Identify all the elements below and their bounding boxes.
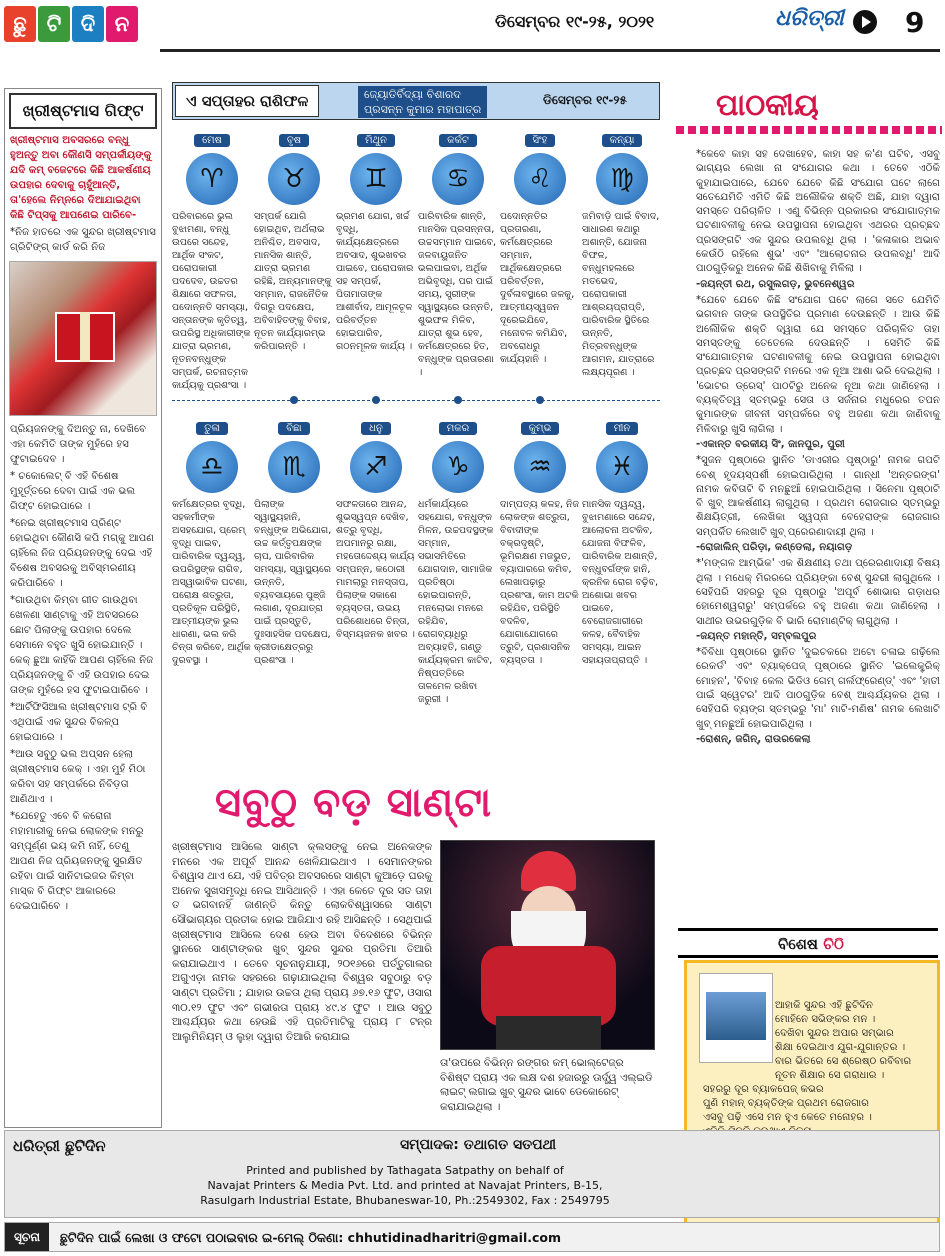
zodiac-symbol-icon: ♌ <box>514 153 566 205</box>
gift-tip: * ଚକୋଲେଟ୍ ବି ଏହି ବିଶେଷ ମୁହୂର୍ତ୍ତରେ ଦେବା ପାଇଁ ଏକ ଭଲ ଗିଫ୍ଟ ହୋଇପାରେ । <box>10 471 136 512</box>
poem-line: ଆହାକି ସୁନ୍ଦର ଏହି ଛୁଟିଦିନ <box>775 1000 874 1011</box>
astrologer-credit <box>358 86 487 118</box>
print-line-3: Rasulgarh Industrial Estate, Bhubaneswar-10, Ph.:2549302, Fax : 2549795 <box>200 1194 610 1207</box>
zodiac-sign <box>582 416 662 493</box>
zodiac-prediction: ଭ୍ରମଣ ଯୋଗ, ଖର୍ଚ୍ଚ ବୃଦ୍ଧି, କାର୍ଯ୍ୟକ୍ଷେତ୍ରରେ ଅବସାଦ, ଶୁଭଖବର ପାଇବେ, ପରୋପକାର ସହ ସମ୍ପର୍କ, ପିତାମାତାଙ୍କ ଆଶୀର୍ବାଦ, ଆମୂଳଚୂଳ ପରିବର୍ତ୍ତନ ହୋଇପାରିବ, ଗଠନମୂଳକ କାର୍ଯ୍ୟ । <box>336 211 414 352</box>
santa-body-icon <box>481 946 616 1026</box>
poem-line: ଦେଖିବା ସୁନ୍ଦର ଅପାର ସମ୍ଭାର <box>775 1028 894 1039</box>
zodiac-name: ମେଷ <box>194 134 230 147</box>
special-letter-label <box>778 935 844 953</box>
letters-column <box>676 82 942 882</box>
horoscope-divider <box>172 400 660 401</box>
letter-text: *ସୁଜନ ପୃଷ୍ଠାରେ ସ୍ଥାନିତ 'ଡାଏରୀର ପୃଷ୍ଠାରୁ' ନାମକ ଗପଟି ବେଶ୍ ହୃଦୟସ୍ପର୍ଶୀ ହୋଇପାରିଥିଲା । ଗାନ୍ଧୀ 'ଅନ୍ତରଙ୍ଗ' ନାମକ କବିତାଟି ବି ମନଛୁଆଁ ହୋଇପାରିଥିଲା । ସିନେମା ପୃଷ୍ଠାଟି ବି ଖୁବ୍ ଆକର୍ଷଣୀୟ ଲାଗୁଥିଲା । ପ୍ରଥମ ରୋଜଗାର ସ୍ତମ୍ଭରୁ ଶିକ୍ଷୟିତ୍ରୀ, ଲେଖିକା ସ୍ୱପ୍ନା ବେହେରାଙ୍କ ରୋଜଗାର ସମ୍ପର୍କିତ ଲେଖାଟି ଖୁବ୍ ପ୍ରେରଣାଦାୟୀ ଥିଲା । <box>696 455 940 538</box>
gift-title: ଖ୍ରୀଷ୍ଟମାସ ଗିଫ୍ଟ <box>9 93 157 129</box>
zodiac-sign <box>336 416 416 493</box>
zodiac-sign <box>500 128 580 205</box>
zodiac-symbol-icon: ♉ <box>268 153 320 205</box>
gift-intro: ଖ୍ରୀଷ୍ଟମାସ ଅବସରରେ ବନ୍ଧୁ ହୁଅନ୍ତୁ ଅବା କୌଣସି ସମ୍ପର୍କୀୟଙ୍କୁ ଯଦି କମ୍ ବଜେଟରେ କିଛି ଆକର୍ଷଣୀୟ ଉପହାର ଦେବାକୁ ଚାହୁଁଆନ୍ତି, ତା'ହେଲେ ନିମ୍ନରେ ଦିଆଯାଇଥିବା କିଛି ଟିପ୍ସକୁ ଆପଣେଇ ପାରିବେ- <box>10 135 152 221</box>
zodiac-name: ମକର <box>439 422 477 435</box>
brand-name: ଧରିତ୍ରୀ <box>775 6 844 31</box>
letters-rule <box>676 126 942 134</box>
logo-tile: ଦି <box>72 6 104 42</box>
notice-bar <box>4 1222 940 1252</box>
zodiac-name: ସିଂହ <box>525 134 556 147</box>
zodiac-name: ବିଛା <box>278 422 309 435</box>
zodiac-sign <box>254 416 334 493</box>
zodiac-name: ଧନୁ <box>361 422 391 435</box>
zodiac-name: ତୁଳା <box>196 422 228 435</box>
paper-name: ଧରିତ୍ରୀ ଛୁଟିଦିନ <box>13 1137 106 1155</box>
letter-signature: -ଜୟନ୍ତୀ ରଥ, ରସୁଲଗଡ଼, ଭୁବନେଶ୍ୱର <box>696 278 855 290</box>
santa-article-continued: ତା'ଉପରେ ବିଭିନ୍ନ ରଙ୍ଗର କମ୍ ଭୋଲ୍ଟେଜ୍ର ବିଶିଷ୍ଟ ପ୍ରାୟ ଏକ ଲକ୍ଷ ଦଶ ହଜାରରୁ ଊର୍ଦ୍ଧ୍ୱ ଏଲ୍ଇଡି ଲାଇଟ୍ ଲଗାଇ ଖୁବ୍ ସୁନ୍ଦର ଭାବେ ଡେକୋରେଟ୍ କରାଯାଇଥିଲା । <box>440 1057 653 1113</box>
zodiac-sign <box>254 128 334 205</box>
zodiac-symbol-icon: ♒ <box>514 441 566 493</box>
zodiac-symbol-icon: ♈ <box>186 153 238 205</box>
zodiac-sign <box>172 416 252 493</box>
special-label-a: ବିଶେଷ <box>778 935 818 953</box>
logo-tile: ଟି <box>38 6 70 42</box>
letter-text: *'ମଙ୍ଗଳ ଆମ୍ଭିକ' ଏକ ଶିକ୍ଷଣୀୟ ତଥା ପ୍ରେରଣାଦାୟୀ ବିଷୟ ଥିଲା । ମଧେକ୍ ମିରରରେ ପ୍ରିୟଙ୍କା ବେଶ୍ ସୁନ୍ଦରୀ ଲାଗୁଥିଲେ । ସେହିପରି ସହରରୁ ଦୂର ପୃଷ୍ଠାରୁ 'ଅପୂର୍ବ ଶୋଭାର ଗଡ଼ାଧର ହୋମେଶ୍ୱରାରୁ' ସମ୍ପର୍କରେ ବହୁ ଅଜଣା କଥା ଜାଣିହେଲା । ସାଥୀର ଉଭରଗୁଡ଼ିକ ବି ଭାରି ରୋମାଣ୍ଟିକ୍ ଲାଗୁଥିଲା । <box>696 558 940 627</box>
poem-line: ନୂତନ ଶିକ୍ଷାର ସେ ଗରାଧାର । <box>775 1070 885 1081</box>
zodiac-symbol-icon: ♏ <box>268 441 320 493</box>
zodiac-name: କୁମ୍ଭ <box>521 422 560 435</box>
christmas-gift-column <box>4 88 162 1128</box>
horoscope-title: ଏ ସପ୍ତାହର ରାଶିଫଳ <box>175 85 319 117</box>
horoscope-header <box>172 82 660 120</box>
letters-list <box>696 148 940 749</box>
gift-tip: *ନେଇ ଖ୍ରୀଷ୍ଟମାସ ପ୍ରିଣ୍ଟ ହୋଇଥିବା କୌଣସି କପି ମଗ୍‌କୁ ଆପଣ ଚାହିଁଲେ ନିଜ ପ୍ରିୟଜନଙ୍କୁ ଦେଇ ଏହି ବିଶେଷ ଅବସରକୁ ଅବିସ୍ମରଣୀୟ କରିପାରିବେ । <box>10 518 155 589</box>
zodiac-name: ମୀନ <box>606 422 639 435</box>
astrologer-name: ପ୍ରସନ୍ନ କୁମାର ମହାପାତ୍ର <box>364 103 482 116</box>
zodiac-prediction: ମାନସିକ ଦ୍ୱନ୍ଦ୍ୱ, ବୁଝାମଣାରେ ସନ୍ଦେହ, ଆଲୋଚନା ଅଟକିବ, ଯୋଜନା ବିଫଳିବ, ପାରିବାରିକ ଅଶାନ୍ତି, ବନ୍ଧୁବର୍ଗଙ୍କ ହାନି, କ୍ରନିକ ରୋଗ ବଢ଼ିବ, ଅଶୋଭା ଖବର ପାଇବେ, ବେରୋଜଗାରୀରେ କଳହ, ବୈବାହିକ ସମସ୍ୟା, ଆଇନ ସହାୟତାପ୍ରାପ୍ତି । <box>582 499 658 666</box>
notice-key: ସୂଚନା <box>5 1223 49 1251</box>
gift-tip: *ଗାଉଥିବା କିମ୍ବା ଗୀତ ଗାଉଥିବା ଖେଳଣା ସାଣ୍ଟାକୁ ଏହି ଅବସରରେ ଛୋଟ ପିଲାଙ୍କୁ ଉପହାର ଦେଲେ ସେମାନେ ବହୁତ ଖୁସି ହୋଇଯାନ୍ତି । କେକ୍ ଛୁଆ କାହିଁକି ଆପଣ ଚାହିଁଲେ ନିଜ ପ୍ରିୟଜନଙ୍କୁ ବି ଏହି ଉପହାର ଦେଇ ତାଙ୍କ ମୁହଁରେ ହସ ଫୁଟାଇପାରିବେ । <box>10 595 154 696</box>
imprint-footer <box>4 1130 940 1218</box>
gift-tip: *ଆର୍ଟିଫିସିଆଲ ଖ୍ରୀଷ୍ଟମାସ ଟ୍ରି ବି ଏଥିପାଇଁ ଏକ ସୁନ୍ଦର ବିକଳ୍ପ ହୋଇପାରେ । <box>10 702 148 743</box>
editor-credit: ସମ୍ପାଦକ: ତଥାଗତ ସତପଥୀ <box>400 1137 557 1153</box>
zodiac-name: କର୍କଟ <box>439 134 477 147</box>
zodiac-symbol-icon: ♍ <box>596 153 648 205</box>
issue-date: ଡିସେମ୍ବର ୧୯-୨୫, ୨୦୨୧ <box>495 12 655 31</box>
zodiac-prediction: ପଦୋନ୍ନତିର ପ୍ରତାରଣା, କର୍ମକ୍ଷେତ୍ରରେ ସମ୍ମାନ, ଆର୍ଥିକକ୍ଷେତ୍ରରେ ପରିବର୍ତ୍ତନ, ଦୁର୍ବଳାବସ୍ଥାରେ ଜଳକୁ, ଆତ୍ମୀୟସ୍ୱଜନ ଦୂରେଇଯିବେ, ମନୋବଳ କମିଯିବ, ଅବରୋଧରୁ କାର୍ଯ୍ୟହାନି । <box>500 211 575 365</box>
page-number: 9 <box>905 6 925 39</box>
horoscope-date: ଡିସେମ୍ବର ୧୯-୨୫ <box>543 93 627 107</box>
zodiac-prediction: ଧର୍ମକାର୍ଯ୍ୟରେ ସହଯୋଗ, ବନ୍ଧୁଙ୍କ ମିଳନ, ଉଚ୍ଚପଦସ୍ଥଙ୍କ ସମ୍ମାନ, ସଭାସମିତିରେ ଯୋଗଦାନ, ସାମାଜିକ ପ୍ରତିଷ୍ଠା ହୋଇପାରନ୍ତି, ମନଲୋଭା ମନରେ ରହିଯିବ, ରୋଗବ୍ୟାଧିରୁ ଅବ୍ୟାହତି, ଗଣ୍ଡୁ କାର୍ଯ୍ୟକ୍ରମ କାଟିବ, ନିଷ୍ପତ୍ତିରେ ତାଳମେଳ ରଖିବା ଜରୁରୀ । <box>418 499 494 705</box>
zodiac-prediction: ଜମିବାଡ଼ି ପାଇଁ ବିବାଦ, ସାଧାରଣ କଥାରୁ ଅଶାନ୍ତି, ଯୋଜନା ବିଫଳ, ବନ୍ଧୁମହଲରେ ମତଭେଦ, ପରୋପକାରୀ ଆଶ୍ରୟପ୍ରାପ୍ତି, ପାରିବାରିକ ସ୍ଥିତିରେ ଉନ୍ନତି, ମିତ୍ରବନ୍ଧୁଙ୍କ ଆଗମନ, ଯାତ୍ରାରେ ଲକ୍ଷ୍ୟପୂରଣ । <box>582 211 660 378</box>
zodiac-sign <box>336 128 416 205</box>
letter-text: *କେବେ କାହା ସହ ଦେଖାହେବ, କାହା ସହ କ'ଣ ଘଟିବ, ଏସବୁ ଭାଗ୍ୟର ଲେଖା ନା ସଂଯୋଗର କଥା । ତେବେ ଏଠିକି କୁହାଯାଇପାରେ, ଯେବେ ଯେବେ କିଛି ସଂଯୋଗ ଘଟେ ଲାଗେ ସତେଯେମିତି ଏମିତି କିଛି ଅଲୌକିକ ଶକ୍ତି ଅଛି, ଯାହା ଦ୍ୱାରା ସମସ୍ତେ ପରିଚାଳିତ । ଏଣୁ ବିଭିନ୍ନ ପ୍ରକାରର ସଂଯୋଗାତ୍ମକ ଘଟଣାବଳୀକୁ ନେଇ ଉପସ୍ଥାପନା ହୋଇଥିବା ଏଥରର ପ୍ରଚ୍ଛଦ ପ୍ରସଙ୍ଗଟି ଏକ ସୁନ୍ଦର ଉପଲବ୍ଧି ଥିଲା । 'କଳାକାର ଅଭାବ କେଉଁଠି ରହିଲେ ଶୁଭ' ଏବଂ 'ଆଲୋଚନାର ଉପଲବ୍ଧି' ଆଦି ପାଠଗୁଡ଼ିକରୁ ଅନେକ କିଛି ଶିଖିବାକୁ ମିଳିଲା । <box>696 149 940 275</box>
zodiac-sign <box>418 416 498 493</box>
zodiac-prediction: ସଫଳତାରେ ଆନନ୍ଦ, ଶୁଭସ୍ୱପ୍ନ ଦେଖିବ, ଶତ୍ରୁ ବୃଦ୍ଧି, ଅପମାନରୁ ରକ୍ଷା, ମହତୋଦ୍ଦେଶ୍ୟ କାର୍ଯ୍ୟ ସମ୍ପନ୍ନ, କଠୋରୀ ମାମଲାରୁ ମନସ୍ତାପ, ପିଲାଙ୍କ ସକାଶେ ବ୍ୟସ୍ତତା, ଉଭୟ ପରିଶୋଧରେ ଚିନ୍ତା, ବିସ୍ମୟଜନକ ଖବର । <box>336 499 415 640</box>
poem-line: ଶିକ୍ଷା ଦେଇଥାଏ ଯୁଗ-ଯୁଗାନ୍ତର । <box>775 1042 906 1053</box>
letter-signature: -ଜୟନ୍ତ ମହାନ୍ତି, ସମ୍ବଲପୁର <box>696 630 817 642</box>
zodiac-prediction: ପରିବାରରେ ଭୁଲ ବୁଝାମଣା, ବନ୍ଧୁ ଉପରେ ସନ୍ଦେହ, ଆର୍ଥିକ ସଂକଟ, ପରୋପକାରୀ ପଦଦେବ, ଉଚ୍ଚତର ଶିକ୍ଷାରେ ସଫଳତା, ପଦୋନ୍ନତି ସମସ୍ୟା, ସନ୍ତାନଙ୍କ କୃତିତ୍ୱ, ଉପରିସ୍ଥ ଅଧିକାରୀଙ୍କ ଯାତ୍ରା ଭ୍ରମଣ, ନୂତନବନ୍ଧୁଙ୍କ ସମ୍ପର୍କ, ରଚନାତ୍ମକ କାର୍ଯ୍ୟକୁ ପ୍ରଶଂସା । <box>172 211 251 391</box>
notice-email[interactable]: ଛୁଟିଦିନ ପାଇଁ ଲେଖା ଓ ଫଟୋ ପଠାଇବାର ଇ-ମେଲ୍ ଠିକଣା: chhutidinadharitri@gmail.com <box>60 1230 562 1245</box>
letter-signature: -ଏକାନ୍ତ ବରକୀୟ ସିଂ, ଜାନପୁର, ପୁରୀ <box>696 438 845 450</box>
letters-title: ପାଠକୀୟ <box>716 88 819 123</box>
zodiac-symbol-icon: ♋ <box>432 153 484 205</box>
zodiac-name: ମିଥୁନ <box>357 134 395 147</box>
astrologer-title: ଜ୍ୟୋତିର୍ବିଦ୍ୟା ବିଶାରଦ <box>364 88 461 101</box>
masthead-logo <box>4 6 140 42</box>
zodiac-prediction: କର୍ମକ୍ଷେତ୍ରର ବୃଦ୍ଧି, ସହକର୍ମୀଙ୍କ ଅସହଯୋଗ, ପ୍ରେମ୍ ବୃଦ୍ଧି ପାଇବ, ପାରିବାରିକ ଦ୍ୱନ୍ଦ୍ୱ, ଉପରିସ୍ଥଙ୍କ ରାଗିବ, ଅସ୍ୱାଭାବିକ ଘଟଣା, ପରୋକ୍ଷ ଶତ୍ରୁତା, ପ୍ରତିକୂଳ ପରିସ୍ଥିତି, ଆତ୍ମୀୟଙ୍କ ଭୁଲ ଧାରଣା, ଭଲ କରି ଚିନ୍ତା କରିବେ, ଆର୍ଥିକ ଦୁରବସ୍ଥା । <box>172 499 251 666</box>
gift-tip: ପ୍ରିୟଜନଙ୍କୁ ଦିଅନ୍ତୁ ନା, ଦେଖିବେ ଏହା କେମିତି ତାଙ୍କ ମୁହଁରେ ହସ ଫୁଟାଇଦେବ । <box>10 424 147 465</box>
zodiac-sign <box>582 128 662 205</box>
special-letter-bar <box>678 928 938 958</box>
poem-line: ଏସବୁ ପଢ଼ି ଏସେ ମନ ହୁଏ କେତେ ମନୋହର । <box>703 1112 872 1123</box>
logo-tile: ଛୁ <box>4 6 36 42</box>
gift-tip: *ଯେହେତୁ ଏବେ ବି କରୋନା ମହାମାରୀକୁ ନେଇ ଲୋକଙ୍କ ମନରୁ ସମ୍ପୂର୍ଣ୍ଣ ଭୟ କମି ନାହିଁ, ତେଣୁ ଆପଣ ନିଜ ପ୍ରିୟଜନଙ୍କୁ ସୁରକ୍ଷିତ ରହିବା ପାଇଁ ସାନିଟାଇଜର କିମ୍ବା ମାସ୍କ ବି ଗିଫ୍ଟ ଆକାରରେ ଦେଇପାରିବେ । <box>10 811 144 912</box>
zodiac-sign <box>500 416 580 493</box>
santa-article-body: ଖ୍ରୀଷ୍ଟମାସ ଆସିଲେ ସାଣ୍ଟା କ୍ଲସଙ୍କୁ ନେଇ ଅନେକଙ୍କ ମନରେ ଏକ ଅପୂର୍ବ ଆନନ୍ଦ ଖେଳିଯାଇଥାଏ । ସେମାନଙ୍କର ବିଶ୍ୱାସ ଥାଏ ଯେ, ଏହି ପବିତ୍ର ଅବସରରେ ସାଣ୍ଟା କୁଆଡ଼େ ଘରକୁ ଅନେକ ସୁଖସମୃଦ୍ଧି ନେଇ ଆସିଥାନ୍ତି । ଏହା କେତେ ଦୂର ସତ ତାହା ତ ଭଗବାନହିଁ ଜାଣନ୍ତି କିନ୍ତୁ ଲୋକବିଶ୍ୱାସରେ ସାଣ୍ଟା ସୌଭାଗ୍ୟର ପ୍ରତୀକ ହୋଇ ଆଜିଯାଏ ରହି ଆସିଛନ୍ତି । ସେଥିପାଇଁ ଖ୍ରୀଷ୍ଟମାସ ଆସିଲେ ଦେଶ ହେଉ ଅବା ବିଦେଶରେ ବିଭିନ୍ନ ସ୍ଥାନରେ ସାଣ୍ଟାଙ୍କର ଖୁବ୍ ସୁନ୍ଦର ସୁନ୍ଦର ପ୍ରତିମା ତିଆରି କରାଯାଇଥାଏ । ତେବେ ସୂଚନାନୁଯାୟୀ, ୨୦୧୬ରେ ପର୍ତ୍ତୁଗାଲର ଅଗୁଏଡ଼ା ନାମକ ସହରରେ ଗଢ଼ାଯାଇଥିଲା ବିଶ୍ୱର ସବୁଠାରୁ ବଡ଼ ସାଣ୍ଟା ପ୍ରତିମା ; ଯାହାର ଉଚ୍ଚତା ଥିଲା ପ୍ରାୟ ୬୭.୧୬ ଫୁଟ, ଓସାରା ୩୦.୧୨ ଫୁଟ ଏବଂ ଗଭୀରତା ପ୍ରାୟ ୪୯.୪ ଫୁଟ । ଆଉ ସବୁଠୁ ଆଶ୍ଚର୍ଯ୍ୟର କଥା ହେଉଛି ଏହି ପ୍ରତିମାଟିକୁ ପ୍ରାୟ ୮ ଟନ୍ର ଆଲୁମିନିୟମ୍ ଓ ଲୁହା ଦ୍ୱାରା ତିଆରି କରାଯାଇ <box>172 841 432 1043</box>
zodiac-prediction: ପିଲାଙ୍କ ସ୍ୱାସ୍ଥ୍ୟହାନି, ବନ୍ଧୁଙ୍କ ଅଭିଯୋଗ, ଉଚ୍ଚ କର୍ତ୍ତୃପକ୍ଷଙ୍କ ଚାପ, ପାରିବାରିକ ସମସ୍ୟା, ସ୍ୱାସ୍ଥ୍ୟରେ ଉନ୍ନତି, ବ୍ୟବସାୟରେ ପୁଞ୍ଜି ଲଗାଣ, ଦୂରଯାତ୍ରା ପାଇଁ ପ୍ରସ୍ତୁତି, ଦୁଃସାହସିକ ପଦକ୍ଷେପ, କ୍ରୀଡାକ୍ଷେତ୍ରରୁ ପ୍ରଶଂସା । <box>254 499 332 666</box>
zodiac-prediction: ଦାମ୍ପତ୍ୟ କଳହ, ନିଜ ଲୋକଙ୍କ ଶତ୍ରୁତା, ବିବାଦୀଙ୍କ ବକ୍ରଦୃଷ୍ଟି, ଭୂମିରକ୍ଷଣ ମଜଭୁତ, ବ୍ୟାପାରରେ କମିବ, ଲେଖାପଢ଼ାରୁ ପ୍ରଶଂସା, କାମ ଅଟକି ରହିଯିବ, ପରିସ୍ଥିତି ବଦଳିବ, ଯୋଗାଯୋଗରେ ତ୍ରୁଟି, ପ୍ରଶାସନିକ ବ୍ୟସ୍ତତା । <box>500 499 580 666</box>
logo-tile: ନ <box>106 6 138 42</box>
print-line-2: Navajat Printers & Media Pvt. Ltd. and printed at Navajat Printers, B-15, <box>207 1179 603 1192</box>
horoscope-section <box>172 82 660 802</box>
print-line-1: Printed and published by Tathagata Satpathy on behalf of <box>246 1164 564 1177</box>
zodiac-prediction: ସମ୍ପର୍କ ଯୋଗି ହୋଇଥିବ, ଅର୍ଥଲାଭ ଅନିଶ୍ଚିତ, ଅବସାଦ, ମାନସିକ ଶାନ୍ତି, ଯାତ୍ରା ଭ୍ରମଣ ରହିଛି, ଅନ୍ୟମାନଙ୍କୁ ସମ୍ମାନ, ରାଜନୈତିକ ଦିଗରୁ ପଦକ୍ଷେପ, ଅବିବାହିତଙ୍କୁ ବିବାହ, ନୂତନ କାର୍ଯ୍ୟାରମ୍ଭ କରିପାରନ୍ତି । <box>254 211 332 352</box>
print-line <box>145 1163 665 1208</box>
zodiac-symbol-icon: ♐ <box>350 441 402 493</box>
letter-text: *ଯେବେ ଯେବେ କିଛି ସଂଯୋଗ ଘଟେ ଲାଗେ ସତେ ଯେମିତି ଭଗବାନ ତାଙ୍କ ଉପସ୍ଥିତିର ପ୍ରମାଣ ଦେଉଛନ୍ତି । ଆଉ କିଛି ଅଲୌକିକ ଶକ୍ତି ଦ୍ୱାରା ଯେ ସମସ୍ତେ ପରିଚାଳିତ ତାହା ସମସ୍ତଙ୍କୁ ତେତେଲେ ଦେଉଛନ୍ତି । ସେମିତି କିଛି ସଂଯୋଗାତ୍ମକ ଘଟଣାବଳୀକୁ ନେଇ ଉପସ୍ଥାପନା ହୋଇଥିବା ପ୍ରଚ୍ଛଦ ପ୍ରସଙ୍ଗଟି ମନରେ ଏକ ନୂଆ ଆଶା ଭରି ଦେଇଥିଲା । 'ଭୋଟର ଡ୍ରେସ୍' ପାଠଟିରୁ ଅନେକ ନୂଆ କଥା ଜାଣିହେଲା । ବ୍ୟକ୍ତିତ୍ୱ ସ୍ତମ୍ଭରୁ ସେତା ଓ ସର୍ଜନାର ମଧୁରେର ତପନ କୁମାରଙ୍କ ଜୀବନୀ ସମ୍ପର୍କରେ ବହୁ ଅଜଣା କଥା ଜାଣିବାକୁ ମିଳିବାରୁ ଖୁସି ଲାଗିଲା । <box>696 294 940 435</box>
poem-line: ପୁଣି ମହାନ୍ ବ୍ୟକ୍ତିଙ୍କ ପ୍ରଥମ ରୋଜଗାର <box>703 1098 869 1109</box>
zodiac-symbol-icon: ♊ <box>350 153 402 205</box>
santa-legs-icon <box>496 1016 601 1050</box>
letter-text: *ବିବିଧା ପୃଷ୍ଠାରେ ସ୍ଥାନିତ 'ଦୁଇଚକରେ ଅଟୋ ଚଳାଇ ଗଢ଼ିଲେ ରେକର୍ଡ' ଏବଂ ବ୍ୟାକ୍‌ପେଜ୍ ପୃଷ୍ଠାରେ ସ୍ଥାନିତ 'ଇଲେକ୍ଟ୍ରିକ୍ ମୋହନ', 'ବିବାହ କେଲ ଭିଡିଓ ଗେମ୍ ଗର୍ଲଫ୍ରେଣ୍ଡ୍' ଏବଂ 'ହାତୀ ପାଇଁ ସ୍ୱେଟର' ଆଦି ପାଠଗୁଡ଼ିକ ବେଶ୍ ଆଶ୍ଚର୍ଯ୍ୟକର ଥିଲା । ସେହିପରି ବ୍ୟଙ୍ଗ ସ୍ତମ୍ଭରୁ 'ମା' ମାଟି-ମଣିଷ' ନାମକ ଲେଖାଟି ଖୁବ୍ ମନଛୁଆଁ ହୋଇପାରିଥିଲା । <box>696 647 940 730</box>
letter-signature: -ରୋଜାଲିନ୍ ପରିଡ଼ା, କଣ୍ଡେଲା, ନୟାଗଡ଼ <box>696 542 853 554</box>
zodiac-symbol-icon: ♎ <box>186 441 238 493</box>
giant-santa-photo <box>440 840 655 1050</box>
letter-signature: -ରୋଶନ୍, ଜଗିନ୍, ରାଉରକେଲା <box>696 733 811 745</box>
zodiac-name: କନ୍ୟା <box>602 134 643 147</box>
poem-line: ସହରରୁ ଦୂର ବ୍ୟାକପେଜ୍ କଭର <box>703 1084 824 1095</box>
ribbon-icon <box>80 312 90 362</box>
santa-hat-icon <box>521 851 576 891</box>
gift-tip: *ଆଉ ସବୁଠୁ ଭଲ ଅପ୍ସନ ହେଲା ଖ୍ରୀଷ୍ଟମାସ କେକ୍ । ଏହା ମୁହଁ ମିଠା କରିବା ସହ ସମ୍ପର୍କରେ ନିବିଡ଼ତା ଆଣିଥାଏ । <box>10 749 146 805</box>
zodiac-prediction: ପାରିବାରିକ ଶାନ୍ତି, ମାନସିକ ପ୍ରସନ୍ନତା, ଉଚ୍ଚସମ୍ମାନ ପାଇବେ, ଜଳବାୟୁଜନିତ ଭଲପାଇବା, ଅର୍ଥିକ ଅଭିବୃଦ୍ଧି, ପର ପାଇଁ ସମୟ, ସ୍ତ୍ରୀଙ୍କ ସ୍ୱାସ୍ଥ୍ୟରେ ଉନ୍ନତି, ଶୁଭଫଳ ମିଳିବ, ଯାତ୍ରା ଶୁଭ ହେବ, କର୍ମକ୍ଷେତ୍ରରେ ହିତ, ବନ୍ଧୁଙ୍କ ପ୍ରତାରଣା । <box>418 211 497 378</box>
poem-line: ମୋହିନେ ସଭିଙ୍କର ମନ । <box>775 1014 876 1025</box>
zodiac-sign <box>172 128 252 205</box>
gift-tip: *ନିଜ ହାତରେ ଏକ ସୁନ୍ଦର ଖ୍ରୀଷ୍ଟମାସ ଗ୍ରିଟିଙ୍ଗ୍ କାର୍ଡ କରି ନିଜ <box>10 227 156 253</box>
play-icon <box>853 10 877 34</box>
poem-line: ବାର ଭିତରେ ସେ ଶ୍ରେଷ୍ଠ ରବିବାର <box>775 1056 912 1067</box>
special-label-b: ଚିଠି <box>823 935 844 953</box>
zodiac-name: ବୃଷ <box>279 134 309 147</box>
gift-photo <box>9 261 157 416</box>
zodiac-symbol-icon: ♑ <box>432 441 484 493</box>
santa-headline: ସବୁଠୁ ବଡ଼ ସାଣ୍ଟା <box>215 780 493 826</box>
zodiac-symbol-icon: ♓ <box>596 441 648 493</box>
zodiac-sign <box>418 128 498 205</box>
